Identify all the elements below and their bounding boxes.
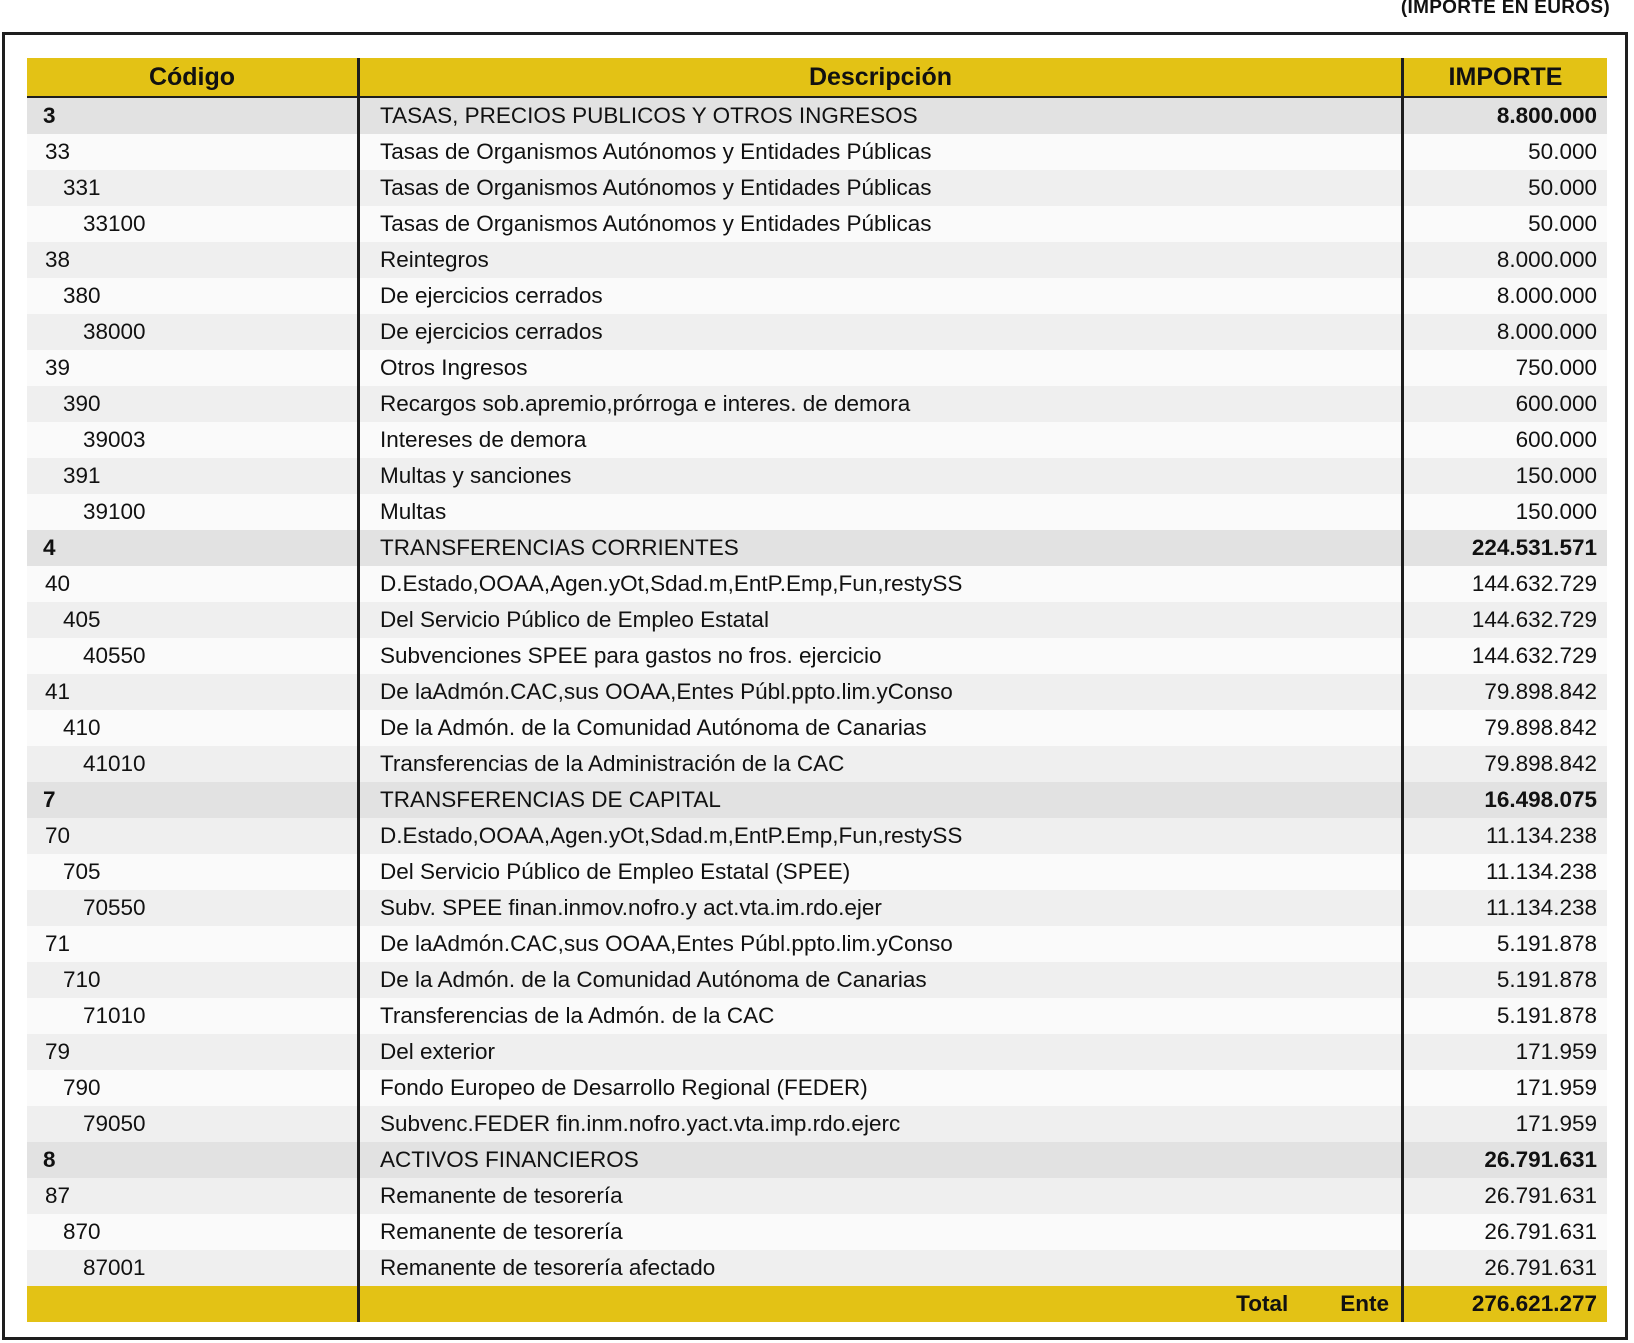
amount-cell: 79.898.842 xyxy=(1401,710,1607,746)
code-cell: 790 xyxy=(63,1075,101,1100)
amount-cell: 224.531.571 xyxy=(1401,530,1607,566)
description-cell: De laAdmón.CAC,sus OOAA,Entes Públ.ppto.lim.yConso xyxy=(357,674,1401,710)
table-row xyxy=(27,494,1607,530)
description-cell: Remanente de tesorería xyxy=(357,1178,1401,1214)
amount-cell: 50.000 xyxy=(1401,206,1607,242)
description-cell: De ejercicios cerrados xyxy=(357,314,1401,350)
description-cell: Subv. SPEE finan.inmov.nofro.y act.vta.im.rdo.ejer xyxy=(357,890,1401,926)
table-row xyxy=(27,782,1607,818)
table-row xyxy=(27,134,1607,170)
table-row xyxy=(27,890,1607,926)
code-cell: 71 xyxy=(45,931,71,956)
code-cell: 705 xyxy=(63,859,101,884)
description-cell: Subvenciones SPEE para gastos no fros. ejercicio xyxy=(357,638,1401,674)
description-cell: Otros Ingresos xyxy=(357,350,1401,386)
amount-cell: 50.000 xyxy=(1401,134,1607,170)
table-row xyxy=(27,350,1607,386)
code-cell: 70 xyxy=(45,823,71,848)
amount-cell: 600.000 xyxy=(1401,386,1607,422)
table-row xyxy=(27,170,1607,206)
table-row xyxy=(27,206,1607,242)
table-row xyxy=(27,818,1607,854)
table-row xyxy=(27,746,1607,782)
total-label: Total xyxy=(1236,1291,1289,1316)
code-cell: 710 xyxy=(63,967,101,992)
table-row xyxy=(27,242,1607,278)
code-cell: 41 xyxy=(45,679,71,704)
total-code-cell xyxy=(27,1286,357,1322)
amount-cell: 144.632.729 xyxy=(1401,602,1607,638)
description-cell: Del Servicio Público de Empleo Estatal (SPEE) xyxy=(357,854,1401,890)
header-codigo: Código xyxy=(148,62,236,91)
table-row xyxy=(27,998,1607,1034)
description-cell: TASAS, PRECIOS PUBLICOS Y OTROS INGRESOS xyxy=(357,98,1401,134)
table-row xyxy=(27,422,1607,458)
table-row xyxy=(27,458,1607,494)
description-cell: De laAdmón.CAC,sus OOAA,Entes Públ.ppto.lim.yConso xyxy=(357,926,1401,962)
table-row xyxy=(27,314,1607,350)
amount-cell: 8.800.000 xyxy=(1401,98,1607,134)
amount-cell: 150.000 xyxy=(1401,458,1607,494)
description-cell: TRANSFERENCIAS DE CAPITAL xyxy=(357,782,1401,818)
table-row xyxy=(27,638,1607,674)
amount-cell: 8.000.000 xyxy=(1401,278,1607,314)
table-row xyxy=(27,854,1607,890)
code-cell: 33 xyxy=(45,139,71,164)
description-cell: Multas y sanciones xyxy=(357,458,1401,494)
description-cell: Multas xyxy=(357,494,1401,530)
code-cell: 7 xyxy=(43,787,56,812)
description-cell: Tasas de Organismos Autónomos y Entidades Públicas xyxy=(357,134,1401,170)
description-cell: Tasas de Organismos Autónomos y Entidades Públicas xyxy=(357,170,1401,206)
description-cell: De ejercicios cerrados xyxy=(357,278,1401,314)
description-cell: De la Admón. de la Comunidad Autónoma de Canarias xyxy=(357,710,1401,746)
amount-cell: 11.134.238 xyxy=(1401,818,1607,854)
table-row xyxy=(27,710,1607,746)
description-cell: ACTIVOS FINANCIEROS xyxy=(357,1142,1401,1178)
amount-cell: 8.000.000 xyxy=(1401,314,1607,350)
total-amount: 276.621.277 xyxy=(1401,1286,1607,1322)
amount-cell: 600.000 xyxy=(1401,422,1607,458)
table-body xyxy=(27,98,1607,1286)
table-row xyxy=(27,962,1607,998)
code-cell: 391 xyxy=(63,463,101,488)
code-cell: 39 xyxy=(45,355,71,380)
table-row xyxy=(27,674,1607,710)
description-cell: Transferencias de la Administración de la CAC xyxy=(357,746,1401,782)
description-cell: Subvenc.FEDER fin.inm.nofro.yact.vta.imp.rdo.ejerc xyxy=(357,1106,1401,1142)
amount-cell: 26.791.631 xyxy=(1401,1250,1607,1286)
description-cell: Reintegros xyxy=(357,242,1401,278)
description-cell: Del exterior xyxy=(357,1034,1401,1070)
total-entity-label: Ente xyxy=(1340,1291,1389,1316)
code-cell: 87001 xyxy=(83,1255,146,1280)
amount-cell: 26.791.631 xyxy=(1401,1178,1607,1214)
code-cell: 4 xyxy=(43,535,56,560)
code-cell: 331 xyxy=(63,175,101,200)
code-cell: 79 xyxy=(45,1039,71,1064)
code-cell: 870 xyxy=(63,1219,101,1244)
table-row xyxy=(27,602,1607,638)
table-row xyxy=(27,566,1607,602)
description-cell: Remanente de tesorería afectado xyxy=(357,1250,1401,1286)
description-cell: Intereses de demora xyxy=(357,422,1401,458)
code-cell: 79050 xyxy=(83,1111,146,1136)
description-cell: Transferencias de la Admón. de la CAC xyxy=(357,998,1401,1034)
table-row xyxy=(27,98,1607,134)
description-cell: Del Servicio Público de Empleo Estatal xyxy=(357,602,1401,638)
table-row xyxy=(27,1106,1607,1142)
code-cell: 40550 xyxy=(83,643,146,668)
amount-cell: 50.000 xyxy=(1401,170,1607,206)
amount-cell: 144.632.729 xyxy=(1401,638,1607,674)
description-cell: Fondo Europeo de Desarrollo Regional (FEDER) xyxy=(357,1070,1401,1106)
amount-cell: 26.791.631 xyxy=(1401,1214,1607,1250)
table-row xyxy=(27,1142,1607,1178)
table-row xyxy=(27,278,1607,314)
code-cell: 38 xyxy=(45,247,71,272)
amount-cell: 171.959 xyxy=(1401,1070,1607,1106)
amount-cell: 11.134.238 xyxy=(1401,890,1607,926)
amount-cell: 171.959 xyxy=(1401,1034,1607,1070)
amount-cell: 16.498.075 xyxy=(1401,782,1607,818)
table-row xyxy=(27,386,1607,422)
header-importe: IMPORTE xyxy=(1401,58,1607,96)
table-row xyxy=(27,1178,1607,1214)
description-cell: De la Admón. de la Comunidad Autónoma de Canarias xyxy=(357,962,1401,998)
amount-cell: 144.632.729 xyxy=(1401,566,1607,602)
amount-cell: 171.959 xyxy=(1401,1106,1607,1142)
code-cell: 40 xyxy=(45,571,71,596)
amount-cell: 8.000.000 xyxy=(1401,242,1607,278)
description-cell: D.Estado,OOAA,Agen.yOt,Sdad.m,EntP.Emp,Fun,restySS xyxy=(357,818,1401,854)
table-header xyxy=(27,58,1607,98)
table-row xyxy=(27,1250,1607,1286)
amount-cell: 5.191.878 xyxy=(1401,962,1607,998)
amount-cell: 26.791.631 xyxy=(1401,1142,1607,1178)
description-cell: D.Estado,OOAA,Agen.yOt,Sdad.m,EntP.Emp,Fun,restySS xyxy=(357,566,1401,602)
code-cell: 38000 xyxy=(83,319,146,344)
code-cell: 380 xyxy=(63,283,101,308)
table-row xyxy=(27,1214,1607,1250)
code-cell: 71010 xyxy=(83,1003,146,1028)
amount-cell: 750.000 xyxy=(1401,350,1607,386)
description-cell: TRANSFERENCIAS CORRIENTES xyxy=(357,530,1401,566)
amount-cell: 79.898.842 xyxy=(1401,746,1607,782)
description-cell: Tasas de Organismos Autónomos y Entidades Públicas xyxy=(357,206,1401,242)
description-cell: Recargos sob.apremio,prórroga e interes. de demora xyxy=(357,386,1401,422)
code-cell: 3 xyxy=(43,103,56,128)
code-cell: 39003 xyxy=(83,427,146,452)
table-row xyxy=(27,926,1607,962)
code-cell: 410 xyxy=(63,715,101,740)
code-cell: 87 xyxy=(45,1183,71,1208)
budget-table xyxy=(27,58,1607,1322)
table-row xyxy=(27,1070,1607,1106)
code-cell: 39100 xyxy=(83,499,146,524)
description-cell: Remanente de tesorería xyxy=(357,1214,1401,1250)
amount-cell: 79.898.842 xyxy=(1401,674,1607,710)
code-cell: 41010 xyxy=(83,751,146,776)
total-row xyxy=(27,1286,1607,1322)
code-cell: 390 xyxy=(63,391,101,416)
amount-cell: 150.000 xyxy=(1401,494,1607,530)
total-label-cell xyxy=(357,1286,1401,1322)
code-cell: 70550 xyxy=(83,895,146,920)
amount-cell: 5.191.878 xyxy=(1401,998,1607,1034)
code-cell: 405 xyxy=(63,607,101,632)
units-caption: (IMPORTE EN EUROS) xyxy=(1400,0,1610,18)
table-row xyxy=(27,530,1607,566)
table-row xyxy=(27,1034,1607,1070)
header-descripcion: Descripción xyxy=(357,58,1401,96)
amount-cell: 11.134.238 xyxy=(1401,854,1607,890)
code-cell: 8 xyxy=(43,1147,56,1172)
amount-cell: 5.191.878 xyxy=(1401,926,1607,962)
code-cell: 33100 xyxy=(83,211,146,236)
